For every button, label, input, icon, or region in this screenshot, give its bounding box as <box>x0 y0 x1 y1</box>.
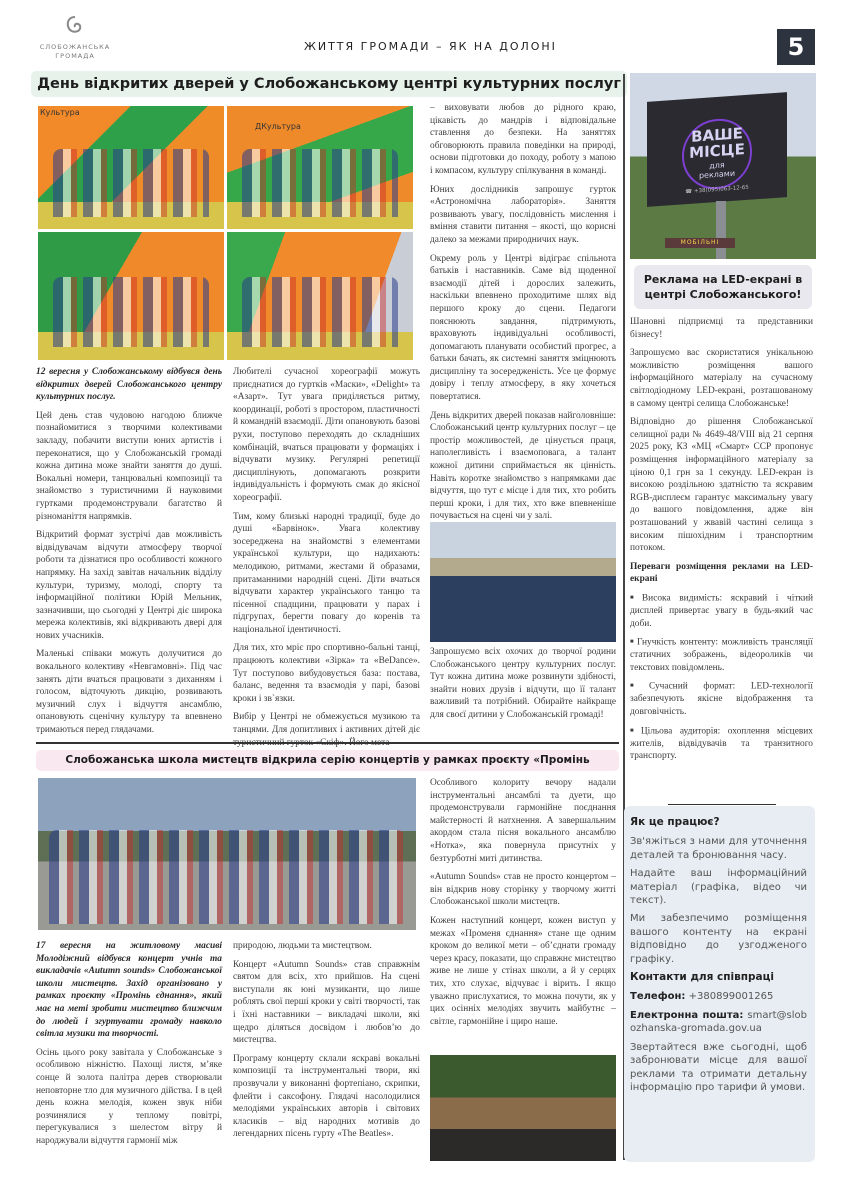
masthead-logo <box>30 14 120 70</box>
article1-headline: День відкритих дверей у Слобожанському центрі культурних послуг <box>31 71 627 97</box>
spiral-logo-icon <box>64 14 86 36</box>
email-line <box>630 1009 807 1036</box>
article2-headline: Слобожанська школа мистецтв відкрила серію концертів у рамках проєкту «Промінь <box>36 750 619 771</box>
ad-body <box>630 316 813 769</box>
article1-column2 <box>233 366 420 755</box>
led-phone: +38(095)063-12-65 <box>693 184 749 195</box>
paragraph: Вибір у Центрі не обмежується музикою та танцями. Для допитливих і активних дітей діє <box>233 712 420 736</box>
logo-line1: СЛОБОЖАНСЬКА <box>39 43 111 51</box>
paragraph: Цей день став чудовою нагодою ближче познайомитися з творчими колективами закладу, побачити виступи юних артистів і переконатися, що у Слобожанській громаді кожна дитина може знайти заняття до душі. Вокальні номери, танцювальні композиції та знайомство з туристичними й науковими гуртками продемонстрували багатство й різноманіття напрямків. <box>36 410 222 522</box>
paragraph: «Autumn Sounds» став не просто концертом – він відкрив нову сторінку у творчому житті Слобожанської школи мистецтв. <box>430 872 616 908</box>
ad-title: Реклама на LED-екрані в центрі Слобожанського! <box>634 265 812 309</box>
how-step: Зв'яжіться з нами для уточнення деталей та бронювання часу. <box>630 836 807 861</box>
benefit-item: ■ Висока видимість: яскравий і чіткий дисплей привертає увагу в будь-який час доби. <box>630 592 813 630</box>
led-line1: ВАШЕ <box>691 124 743 146</box>
paragraph: Запрошуємо всіх охочих до творчої родини Слобожанського центру культурних послуг. Тут кожна дитина може розвинути здібності, знайти нових друзів і відчути, що її талант важливий та потрібний. Обирайте найкраще для своєї дитини у Слобожанській громаді! <box>430 647 616 720</box>
led-line2: МІСЦЕ <box>689 140 745 162</box>
phone-number[interactable]: +380899001265 <box>688 991 774 1003</box>
paragraph: Окрему роль у Центрі відіграє спільнота батьків і наставників. Саме від щоденної взаємодії дітей і дорослих залежить, наскільки впевнено проходитиме шлях від першого кроку до сцени. Педагоги пояснюють завдання, підтримують, враховують індивідуальні особливості, допомагають планувати особистий прогрес, а батьки бачать, як системні заняття зміцнюють дисципліну та зосередженість. Усе це формує довіру і теплу атмосферу, в яку хочеться повертатися. <box>430 253 616 403</box>
paragraph: природою, людьми та мистецтвом. <box>233 941 372 951</box>
paragraph: Відкритий формат зустрічі дав можливість відвідувачам відчути атмосферу творчої роботи та дізнатися про особливості кожного напрямку. На захід завітав начальник відділу культури, туризму, молоді, спорту та інформаційної політики Юрій Мельник, зазначивши, що сьогодні у Центрі діє широка мережа колективів, які відкривають двері для нових учасників. <box>36 530 222 641</box>
benefit-item: ■ Цільова аудиторія: охоплення місцевих жителів, відвідувачів та транзитного транспорту. <box>630 725 813 763</box>
paragraph: День відкритих дверей показав найголовніше: Слобожанський центр культурних послуг – це простір можливостей, де цінується праця, наполегливість і взаємоповага, а талант кожної дитини сприймається як цінність. Навіть коротке знайомство з напрямками дає відчуття, що тут є місце і для тих, хто робить перші кроки, і для тих, хто вже впевненіше почувається на сцені чи у залі. <box>430 410 616 522</box>
article2-column1 <box>36 940 222 1154</box>
photo-kids-sitting-on-stage <box>38 232 224 360</box>
shop-sign: МОБІЛЬНІ <box>665 238 735 248</box>
logo-line2: ГРОМАДА <box>55 52 95 60</box>
how-it-works-box <box>624 806 815 1162</box>
article2-column3 <box>430 777 616 1034</box>
how-title: Як це працює? <box>630 816 720 828</box>
benefits-title: Переваги розміщення реклами на LED-екрані <box>630 561 813 585</box>
photo-concert-group <box>38 778 416 930</box>
section-divider <box>36 742 619 744</box>
email-label: Електронна пошта: <box>630 1009 744 1021</box>
photo-banner-label: ДКультура <box>255 122 301 131</box>
photo-led-screen <box>630 73 816 259</box>
paragraph: Маленькі співаки можуть долучитися до вокального колективу «Невгамовні». Під час занять діти вчаться працювати з диханням і голосом, відточують дикцію, розвивають музичний слух і відчуття ансамблю, опановують сценічну культуру та впевнено тримаються перед глядачами. <box>36 649 222 736</box>
paragraph: Запрошуємо вас скористатися унікальною можливістю розміщення вашого інформаційного матеріалу на сучасному світлодіодному LED-екрані, розташованому в самому центрі селища Слобожанське! <box>630 348 813 409</box>
contacts-title: Контакти для співпраці <box>630 971 774 984</box>
led-line4: реклами <box>698 168 736 181</box>
phone-line <box>630 990 807 1003</box>
benefit-item: ■ Гнучкість контенту: можливість трансляції статичних зображень, відеороликів чи текстових повідомлень. <box>630 636 813 674</box>
photo-vocal-ensemble <box>227 232 413 360</box>
paragraph: Програму концерту склали яскраві вокальні композиції та інструментальні твори, які прозвучали у виконанні фортепіано, скрипки, флейти і саксофону. Глядачі насолодилися мелодіями українських авторів і світових класиків – від народних мотивів до легендарних пісень гурту «The Beatles». <box>233 1053 420 1140</box>
paragraph: Кожен наступний концерт, кожен виступ у межах «Променя єднання» стане ще одним кроком до великої мети – об’єднати громаду через красу, показати, що справжнє мистецтво живе не лише у стінах школи, а й у серцях тих, хто слухає, відчуває і вірить. І якщо уважно прислухатися, то можна почути, як у цих осінніх мелодіях звучить майбутнє – світле, гармонійне і щиро наше. <box>430 915 616 1027</box>
photo-audience-crowd <box>430 522 616 642</box>
led-screen <box>647 92 787 207</box>
paragraph: Тим, кому близькі народні традиції, буде до душі «Барвінок». Увага колективу зосереджена на знайомстві з елементами української культури, що надихають: мелодикою, ритмами, жестами й образами, притаманними народній сцені. Діти вчаться відчувати характер українського танцю та пісенної спадщини, працювати у парах і підгрупах, берегти повагу до коренів та національної ідентичності. <box>233 511 420 635</box>
paragraph: Осінь цього року завітала у Слобожанське з особливою ніжністю. Пахощі листя, м’яке сонце й золота палітра дерев створювали неповторне тло для музичного дійства. І в цей день кожна мелодія, кожен звук ніби розчинялися у теплому повітрі, перегукувалися з шелестом вітру й народжували відчуття гармонії між <box>36 1047 222 1146</box>
article1-closing <box>430 646 616 728</box>
phone-icon: ☎ <box>685 188 694 196</box>
paragraph: Любителі сучасної хореографії можуть приєднатися до гуртків «Маски», «Delight» та «Азарт». Тут увага приділяється ритму, координації, роботі з простором, пластичності й командній взаємодії. Діти опановують базові рухи, поступово переходять до складніших комбінацій, вчаться працювати у формаціях і відчувати музику. Регулярні репетиції дисциплінують, допомагають розкрити індивідуальність і формують смак до якісної хореографії. <box>233 367 420 503</box>
paragraph: Юних дослідників запрошує гурток «Астрономічна лабораторія». Заняття розвивають увагу, послідовність мислення і вміння ставити питання – якості, що корисні далеко за межами природничих наук. <box>430 184 616 245</box>
paragraph: – виховувати любов до рідного краю, цікавість до мандрів і відповідальне ставлення до безпеки. На заняттях обговорюють правила поведінки на природі, основи підготовки до походу, роботу з мапою і компасом, культуру спілкування в команді. <box>430 103 616 176</box>
how-step: Ми забезпечимо розміщення вашого контенту на екрані відповідно до узгодженого графіку. <box>630 913 807 965</box>
photo-children-on-stage <box>38 106 224 229</box>
paragraph: Особливого колориту вечору надали інструментальні ансамблі та дуети, що продемонстрували гармонійне поєднання майстерності й натхнення. А завершальним акордом стала пісня вокального ансамблю «Нотка», яка повернула присутніх у безтурботні миті дитинства. <box>430 778 616 864</box>
article1-lead: 12 вересня у Слобожанському відбувся день відкритих дверей Слобожанського центру культурних послуг. <box>36 367 222 403</box>
photo-violinist <box>430 1055 616 1161</box>
paragraph: Шановні підприємці та представники бізнесу! <box>630 317 813 340</box>
running-title: ЖИТТЯ ГРОМАДИ – ЯК НА ДОЛОНІ <box>304 40 557 53</box>
email-link[interactable]: smart@slobozhanska-gromada.gov.ua <box>630 1009 807 1035</box>
phone-label: Телефон: <box>630 991 686 1003</box>
led-line3: для <box>709 160 725 171</box>
article1-column1 <box>36 366 222 743</box>
article1-column3 <box>430 102 616 529</box>
page-number: 5 <box>777 29 815 65</box>
sidebar-divider <box>668 804 776 805</box>
photo-banner-label: Культура <box>40 108 80 117</box>
article2-lead: 17 вересня на житловому масиві Молодіжний відбувся концерт учнів та викладачів «Autumn sounds» Слобожанської школи мистецтв. Захід організовано у рамках проєкту «Промінь єднання», який має на меті зробити мистецтво ближчим до людей і згуртувати громаду навколо світла музики та творчості. <box>36 941 222 1040</box>
paragraph: Для тих, хто мріє про спортивно-бальні танці, працюють колективи «Зірка» та «BeDance». Тут поступово вибудовується база: постава, баланс, ведення та взаємодія у парі, базові кроки і зв`язки. <box>233 643 420 704</box>
screen-pole <box>716 201 726 259</box>
benefit-item: ■ Сучасний формат: LED-технології забезпечують якісне відображення та довговічність. <box>630 680 813 718</box>
article2-column2 <box>233 940 420 1147</box>
paragraph: Концерт «Autumn Sounds» став справжнім святом для всіх, хто прийшов. На сцені виступали як юні музиканти, що лише роблять свої перші кроки у світі творчості, так і їхні наставники – викладачі школи, які щедро діляться досвідом і любов’ю до мистецтва. <box>233 959 420 1046</box>
closing-text: Звертайтеся вже сьогодні, щоб забронювати місце для вашої реклами та отримати детальну інформацію про тарифи й умови. <box>630 1041 807 1093</box>
paragraph: Відповідно до рішення Слобожанської селищної ради № 4649-48/VIII від 21 серпня 2025 року, КЗ «МЦ «Смарт» ССР пропонує розміщення інформаційного матеріалу за ціною 0,1 грн за 1 секунду. LED-екран із високою роздільною здатністю та яскравим RGB-дисплеєм гарантує максимальну увагу до вашого повідомлення, адже він розташований у жвавій частині селища з високим пішохідним і транспортним потоком. <box>630 417 813 554</box>
how-step: Надайте ваш інформаційний матеріал (графіка, відео чи текст). <box>630 868 807 907</box>
photo-folk-dancers <box>227 106 413 229</box>
